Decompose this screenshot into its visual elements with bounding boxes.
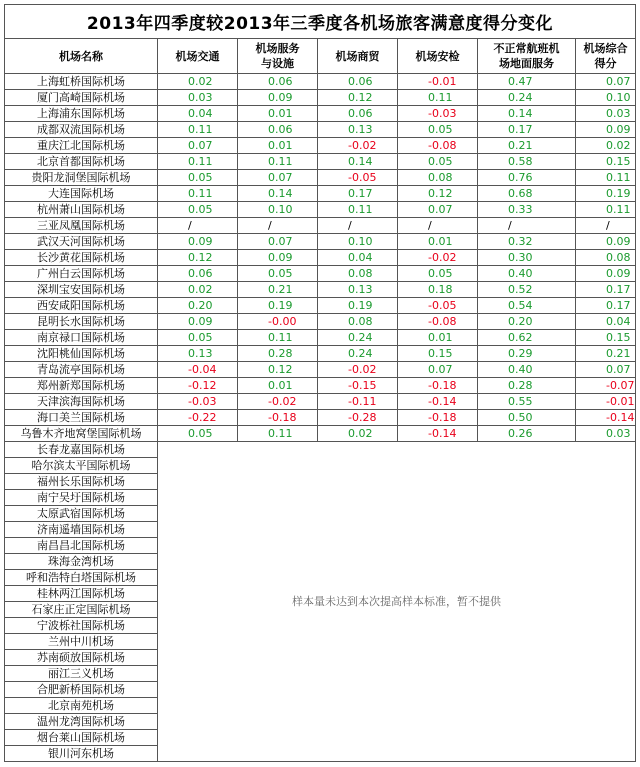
score-cell: 0.21 xyxy=(478,138,576,154)
score-cell: 0.13 xyxy=(318,122,398,138)
score-cell: 0.05 xyxy=(158,202,238,218)
score-cell: 0.14 xyxy=(318,154,398,170)
score-cell: 0.07 xyxy=(238,170,318,186)
airport-name-cell: 大连国际机场 xyxy=(5,186,158,202)
airport-name-cell: 深圳宝安国际机场 xyxy=(5,282,158,298)
score-cell: 0.68 xyxy=(478,186,576,202)
score-cell: 0.02 xyxy=(158,282,238,298)
score-cell: -0.02 xyxy=(398,250,478,266)
score-cell: 0.11 xyxy=(238,426,318,442)
airport-name-cell: 哈尔滨太平国际机场 xyxy=(5,458,158,474)
score-cell: 0.05 xyxy=(158,170,238,186)
score-cell: 0.24 xyxy=(478,90,576,106)
score-cell: 0.07 xyxy=(576,362,636,378)
score-cell: 0.13 xyxy=(318,282,398,298)
score-cell: -0.02 xyxy=(318,362,398,378)
score-cell: 0.05 xyxy=(398,154,478,170)
airport-name-cell: 天津滨海国际机场 xyxy=(5,394,158,410)
table-row xyxy=(5,170,636,186)
score-cell: 0.62 xyxy=(478,330,576,346)
header-commerce: 机场商贸 xyxy=(318,39,398,74)
score-cell: 0.28 xyxy=(478,378,576,394)
score-cell: 0.07 xyxy=(398,362,478,378)
airport-name-cell: 贵阳龙洞堡国际机场 xyxy=(5,170,158,186)
score-cell: 0.21 xyxy=(238,282,318,298)
table-row xyxy=(5,410,636,426)
table-row xyxy=(5,90,636,106)
score-cell: -0.07 xyxy=(576,378,636,394)
header-airport-name: 机场名称 xyxy=(5,39,158,74)
airport-name-cell: 呼和浩特白塔国际机场 xyxy=(5,570,158,586)
score-cell: 0.05 xyxy=(398,122,478,138)
score-cell: 0.03 xyxy=(576,106,636,122)
score-cell: 0.14 xyxy=(478,106,576,122)
score-cell: -0.08 xyxy=(398,314,478,330)
score-cell: 0.18 xyxy=(398,282,478,298)
score-cell: 0.32 xyxy=(478,234,576,250)
score-cell: 0.05 xyxy=(398,266,478,282)
score-cell: 0.11 xyxy=(398,90,478,106)
score-cell: 0.10 xyxy=(318,234,398,250)
score-cell: 0.09 xyxy=(576,234,636,250)
score-cell: 0.17 xyxy=(576,282,636,298)
score-cell: 0.50 xyxy=(478,410,576,426)
score-cell: -0.02 xyxy=(318,138,398,154)
score-cell: 0.11 xyxy=(576,202,636,218)
score-cell: -0.02 xyxy=(238,394,318,410)
airport-name-cell: 南宁吴圩国际机场 xyxy=(5,490,158,506)
score-cell: 0.06 xyxy=(238,74,318,90)
score-cell: 0.12 xyxy=(398,186,478,202)
score-cell: 0.09 xyxy=(576,122,636,138)
score-cell: 0.07 xyxy=(158,138,238,154)
score-cell: 0.09 xyxy=(576,266,636,282)
header-service-facilities: 机场服务 与设施 xyxy=(238,39,318,74)
airport-name-cell: 苏南硕放国际机场 xyxy=(5,650,158,666)
airport-name-cell: 南昌昌北国际机场 xyxy=(5,538,158,554)
score-cell: 0.09 xyxy=(158,234,238,250)
airport-name-cell: 太原武宿国际机场 xyxy=(5,506,158,522)
score-cell: -0.01 xyxy=(576,394,636,410)
score-cell: 0.15 xyxy=(398,346,478,362)
score-cell: 0.11 xyxy=(158,154,238,170)
airport-name-cell: 长春龙嘉国际机场 xyxy=(5,442,158,458)
score-cell: 0.02 xyxy=(158,74,238,90)
score-cell: -0.01 xyxy=(398,74,478,90)
table-row xyxy=(5,346,636,362)
airport-name-cell: 宁波栎社国际机场 xyxy=(5,618,158,634)
score-cell: 0.40 xyxy=(478,362,576,378)
airport-name-cell: 桂林两江国际机场 xyxy=(5,586,158,602)
score-cell: 0.19 xyxy=(576,186,636,202)
score-cell: 0.10 xyxy=(576,90,636,106)
score-cell: 0.09 xyxy=(158,314,238,330)
airport-name-cell: 三亚凤凰国际机场 xyxy=(5,218,158,234)
airport-name-cell: 武汉天河国际机场 xyxy=(5,234,158,250)
table-row xyxy=(5,362,636,378)
score-change-table xyxy=(4,4,636,762)
table-title: 2013年四季度较2013年三季度各机场旅客满意度得分变化 xyxy=(5,5,636,39)
score-cell: 0.19 xyxy=(318,298,398,314)
score-cell: -0.03 xyxy=(398,106,478,122)
table-row xyxy=(5,74,636,90)
score-cell: 0.20 xyxy=(158,298,238,314)
score-cell: 0.24 xyxy=(318,330,398,346)
score-cell: 0.17 xyxy=(576,298,636,314)
score-cell: 0.29 xyxy=(478,346,576,362)
airport-name-cell: 北京南苑机场 xyxy=(5,698,158,714)
header-security: 机场安检 xyxy=(398,39,478,74)
score-cell: -0.18 xyxy=(398,378,478,394)
score-cell: 0.09 xyxy=(238,250,318,266)
score-cell: 0.06 xyxy=(318,106,398,122)
score-cell: 0.03 xyxy=(576,426,636,442)
score-cell: 0.04 xyxy=(158,106,238,122)
airport-name-cell: 合肥新桥国际机场 xyxy=(5,682,158,698)
table-row xyxy=(5,314,636,330)
airport-name-cell: 乌鲁木齐地窝堡国际机场 xyxy=(5,426,158,442)
score-cell: 0.08 xyxy=(398,170,478,186)
score-cell: 0.07 xyxy=(398,202,478,218)
table-row xyxy=(5,298,636,314)
score-cell: 0.40 xyxy=(478,266,576,282)
score-cell: 0.76 xyxy=(478,170,576,186)
score-cell: 0.04 xyxy=(576,314,636,330)
score-cell: 0.02 xyxy=(576,138,636,154)
score-cell: -0.11 xyxy=(318,394,398,410)
score-cell: 0.17 xyxy=(478,122,576,138)
score-cell: -0.18 xyxy=(398,410,478,426)
score-cell: / xyxy=(576,218,636,234)
score-cell: 0.08 xyxy=(318,314,398,330)
table-row xyxy=(5,250,636,266)
score-cell: 0.06 xyxy=(318,74,398,90)
score-cell: 0.10 xyxy=(238,202,318,218)
score-cell: 0.09 xyxy=(238,90,318,106)
score-cell: 0.01 xyxy=(238,378,318,394)
header-irregular-flight-service: 不正常航班机 场地面服务 xyxy=(478,39,576,74)
score-cell: 0.21 xyxy=(576,346,636,362)
table-row xyxy=(5,138,636,154)
table-row xyxy=(5,282,636,298)
airport-name-cell: 西安咸阳国际机场 xyxy=(5,298,158,314)
airport-name-cell: 上海浦东国际机场 xyxy=(5,106,158,122)
score-cell: 0.05 xyxy=(158,330,238,346)
score-cell: 0.52 xyxy=(478,282,576,298)
airport-name-cell: 丽江三义机场 xyxy=(5,666,158,682)
score-cell: / xyxy=(478,218,576,234)
header-row xyxy=(5,39,636,74)
score-cell: 0.12 xyxy=(158,250,238,266)
score-cell: -0.22 xyxy=(158,410,238,426)
score-cell: -0.08 xyxy=(398,138,478,154)
table-row xyxy=(5,186,636,202)
airport-name-cell: 重庆江北国际机场 xyxy=(5,138,158,154)
table-row xyxy=(5,330,636,346)
score-cell: 0.02 xyxy=(318,426,398,442)
score-cell: 0.17 xyxy=(318,186,398,202)
score-cell: 0.07 xyxy=(238,234,318,250)
score-cell: 0.26 xyxy=(478,426,576,442)
score-cell: 0.03 xyxy=(158,90,238,106)
airport-name-cell: 温州龙湾国际机场 xyxy=(5,714,158,730)
airport-name-cell: 烟台莱山国际机场 xyxy=(5,730,158,746)
airport-name-cell: 长沙黄花国际机场 xyxy=(5,250,158,266)
score-cell: 0.12 xyxy=(318,90,398,106)
score-cell: -0.28 xyxy=(318,410,398,426)
score-cell: 0.01 xyxy=(398,234,478,250)
score-cell: / xyxy=(158,218,238,234)
score-cell: -0.14 xyxy=(398,426,478,442)
insufficient-sample-note: 样本量未达到本次提高样本标准，暂不提供 xyxy=(158,442,636,762)
score-cell: 0.30 xyxy=(478,250,576,266)
table-row xyxy=(5,378,636,394)
score-cell: 0.15 xyxy=(576,154,636,170)
score-cell: 0.11 xyxy=(158,186,238,202)
header-overall-score: 机场综合 得分 xyxy=(576,39,636,74)
airport-name-cell: 海口美兰国际机场 xyxy=(5,410,158,426)
header-transport: 机场交通 xyxy=(158,39,238,74)
score-cell: -0.12 xyxy=(158,378,238,394)
airport-name-cell: 上海虹桥国际机场 xyxy=(5,74,158,90)
table-row xyxy=(5,202,636,218)
score-cell: -0.14 xyxy=(398,394,478,410)
score-cell: -0.18 xyxy=(238,410,318,426)
airport-name-cell: 广州白云国际机场 xyxy=(5,266,158,282)
airport-name-cell: 郑州新郑国际机场 xyxy=(5,378,158,394)
score-cell: -0.05 xyxy=(398,298,478,314)
score-cell: 0.06 xyxy=(238,122,318,138)
score-cell: 0.11 xyxy=(576,170,636,186)
score-cell: 0.54 xyxy=(478,298,576,314)
score-cell: 0.20 xyxy=(478,314,576,330)
score-cell: -0.03 xyxy=(158,394,238,410)
score-cell: -0.00 xyxy=(238,314,318,330)
score-cell: / xyxy=(318,218,398,234)
table-row xyxy=(5,394,636,410)
score-cell: / xyxy=(238,218,318,234)
airport-name-cell: 青岛流亭国际机场 xyxy=(5,362,158,378)
airport-name-cell: 厦门高崎国际机场 xyxy=(5,90,158,106)
airport-name-cell: 兰州中川机场 xyxy=(5,634,158,650)
score-cell: 0.11 xyxy=(238,330,318,346)
table-row xyxy=(5,442,636,458)
score-cell: -0.15 xyxy=(318,378,398,394)
score-cell: 0.19 xyxy=(238,298,318,314)
table-row xyxy=(5,234,636,250)
score-cell: 0.01 xyxy=(398,330,478,346)
score-cell: 0.55 xyxy=(478,394,576,410)
airport-name-cell: 沈阳桃仙国际机场 xyxy=(5,346,158,362)
airport-name-cell: 成都双流国际机场 xyxy=(5,122,158,138)
score-cell: 0.01 xyxy=(238,138,318,154)
airport-name-cell: 南京禄口国际机场 xyxy=(5,330,158,346)
score-cell: -0.14 xyxy=(576,410,636,426)
table-row xyxy=(5,218,636,234)
table-row xyxy=(5,426,636,442)
score-cell: 0.15 xyxy=(576,330,636,346)
score-cell: 0.12 xyxy=(238,362,318,378)
score-cell: 0.58 xyxy=(478,154,576,170)
score-cell: 0.33 xyxy=(478,202,576,218)
score-cell: 0.11 xyxy=(158,122,238,138)
airport-name-cell: 福州长乐国际机场 xyxy=(5,474,158,490)
score-cell: 0.08 xyxy=(576,250,636,266)
score-cell: 0.05 xyxy=(238,266,318,282)
score-cell: 0.07 xyxy=(576,74,636,90)
score-cell: 0.01 xyxy=(238,106,318,122)
score-cell: 0.47 xyxy=(478,74,576,90)
airport-name-cell: 北京首都国际机场 xyxy=(5,154,158,170)
airport-name-cell: 银川河东机场 xyxy=(5,746,158,762)
score-cell: 0.04 xyxy=(318,250,398,266)
score-cell: 0.11 xyxy=(318,202,398,218)
score-cell: 0.13 xyxy=(158,346,238,362)
score-cell: 0.14 xyxy=(238,186,318,202)
table-row xyxy=(5,122,636,138)
airport-name-cell: 珠海金湾机场 xyxy=(5,554,158,570)
score-cell: 0.28 xyxy=(238,346,318,362)
table-row xyxy=(5,106,636,122)
score-cell: -0.05 xyxy=(318,170,398,186)
airport-name-cell: 济南遥墙国际机场 xyxy=(5,522,158,538)
airport-name-cell: 杭州萧山国际机场 xyxy=(5,202,158,218)
airport-name-cell: 石家庄正定国际机场 xyxy=(5,602,158,618)
table-row xyxy=(5,154,636,170)
airport-name-cell: 昆明长水国际机场 xyxy=(5,314,158,330)
score-cell: 0.24 xyxy=(318,346,398,362)
score-cell: 0.06 xyxy=(158,266,238,282)
score-cell: 0.11 xyxy=(238,154,318,170)
score-cell: -0.04 xyxy=(158,362,238,378)
score-cell: 0.05 xyxy=(158,426,238,442)
score-cell: / xyxy=(398,218,478,234)
table-row xyxy=(5,266,636,282)
score-cell: 0.08 xyxy=(318,266,398,282)
